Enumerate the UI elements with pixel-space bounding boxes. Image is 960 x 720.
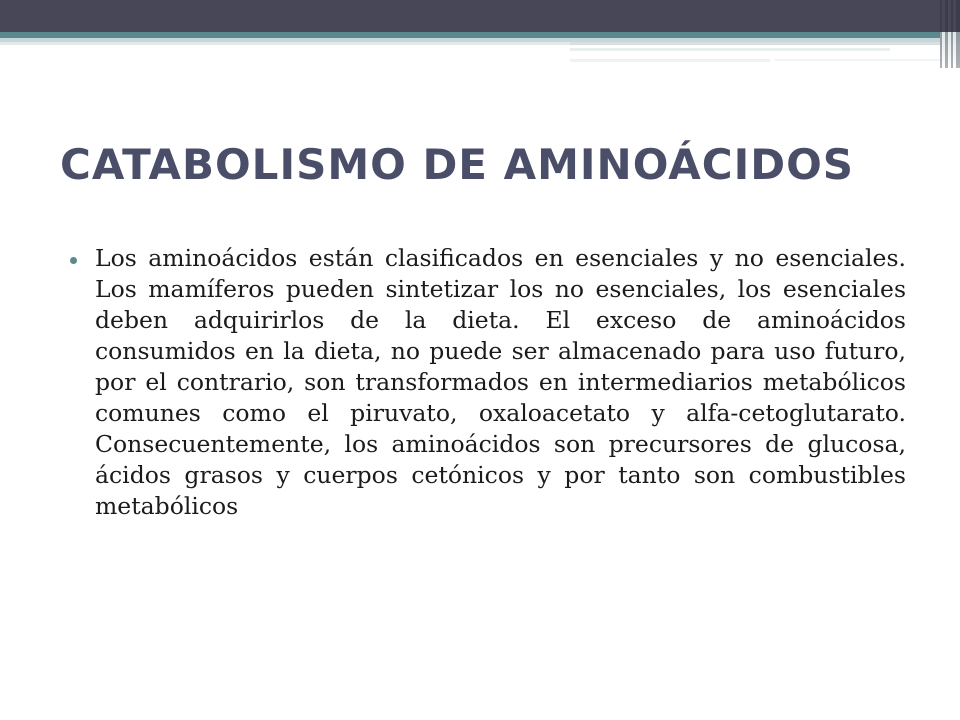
- header-bar-fade: [940, 32, 960, 68]
- bullet-item: [70, 243, 906, 522]
- header-right-bars: [940, 0, 960, 68]
- header-accent-stripe: [570, 48, 890, 51]
- header-accent-stripe: [0, 42, 570, 45]
- bullet-text: Los aminoácidos están clasificados en esenciales y no esenciales. Los mamíferos pueden sintetizar los no esenciales, los esenciales deben adquirirlos de la dieta. El exceso de aminoácidos consumidos en la dieta, no puede ser almacenado para uso futuro, por el contrario, son transformados en intermediarios metabólicos comunes como el piruvato, oxaloacetato y alfa-cetoglutarato. Consecuentemente, los aminoácidos son precursores de glucosa, ácidos grasos y cuerpos cetónicos y por tanto son combustibles metabólicos: [95, 244, 906, 520]
- header-accent-stripe: [570, 42, 940, 45]
- slide-title: CATABOLISMO DE AMINOÁCIDOS: [60, 140, 855, 189]
- header-band: [0, 0, 960, 32]
- header-accent-stripe: [775, 59, 940, 61]
- bullet-dot-icon: [70, 257, 77, 264]
- slide-body: [70, 243, 906, 522]
- header-accent-stripe: [570, 59, 770, 62]
